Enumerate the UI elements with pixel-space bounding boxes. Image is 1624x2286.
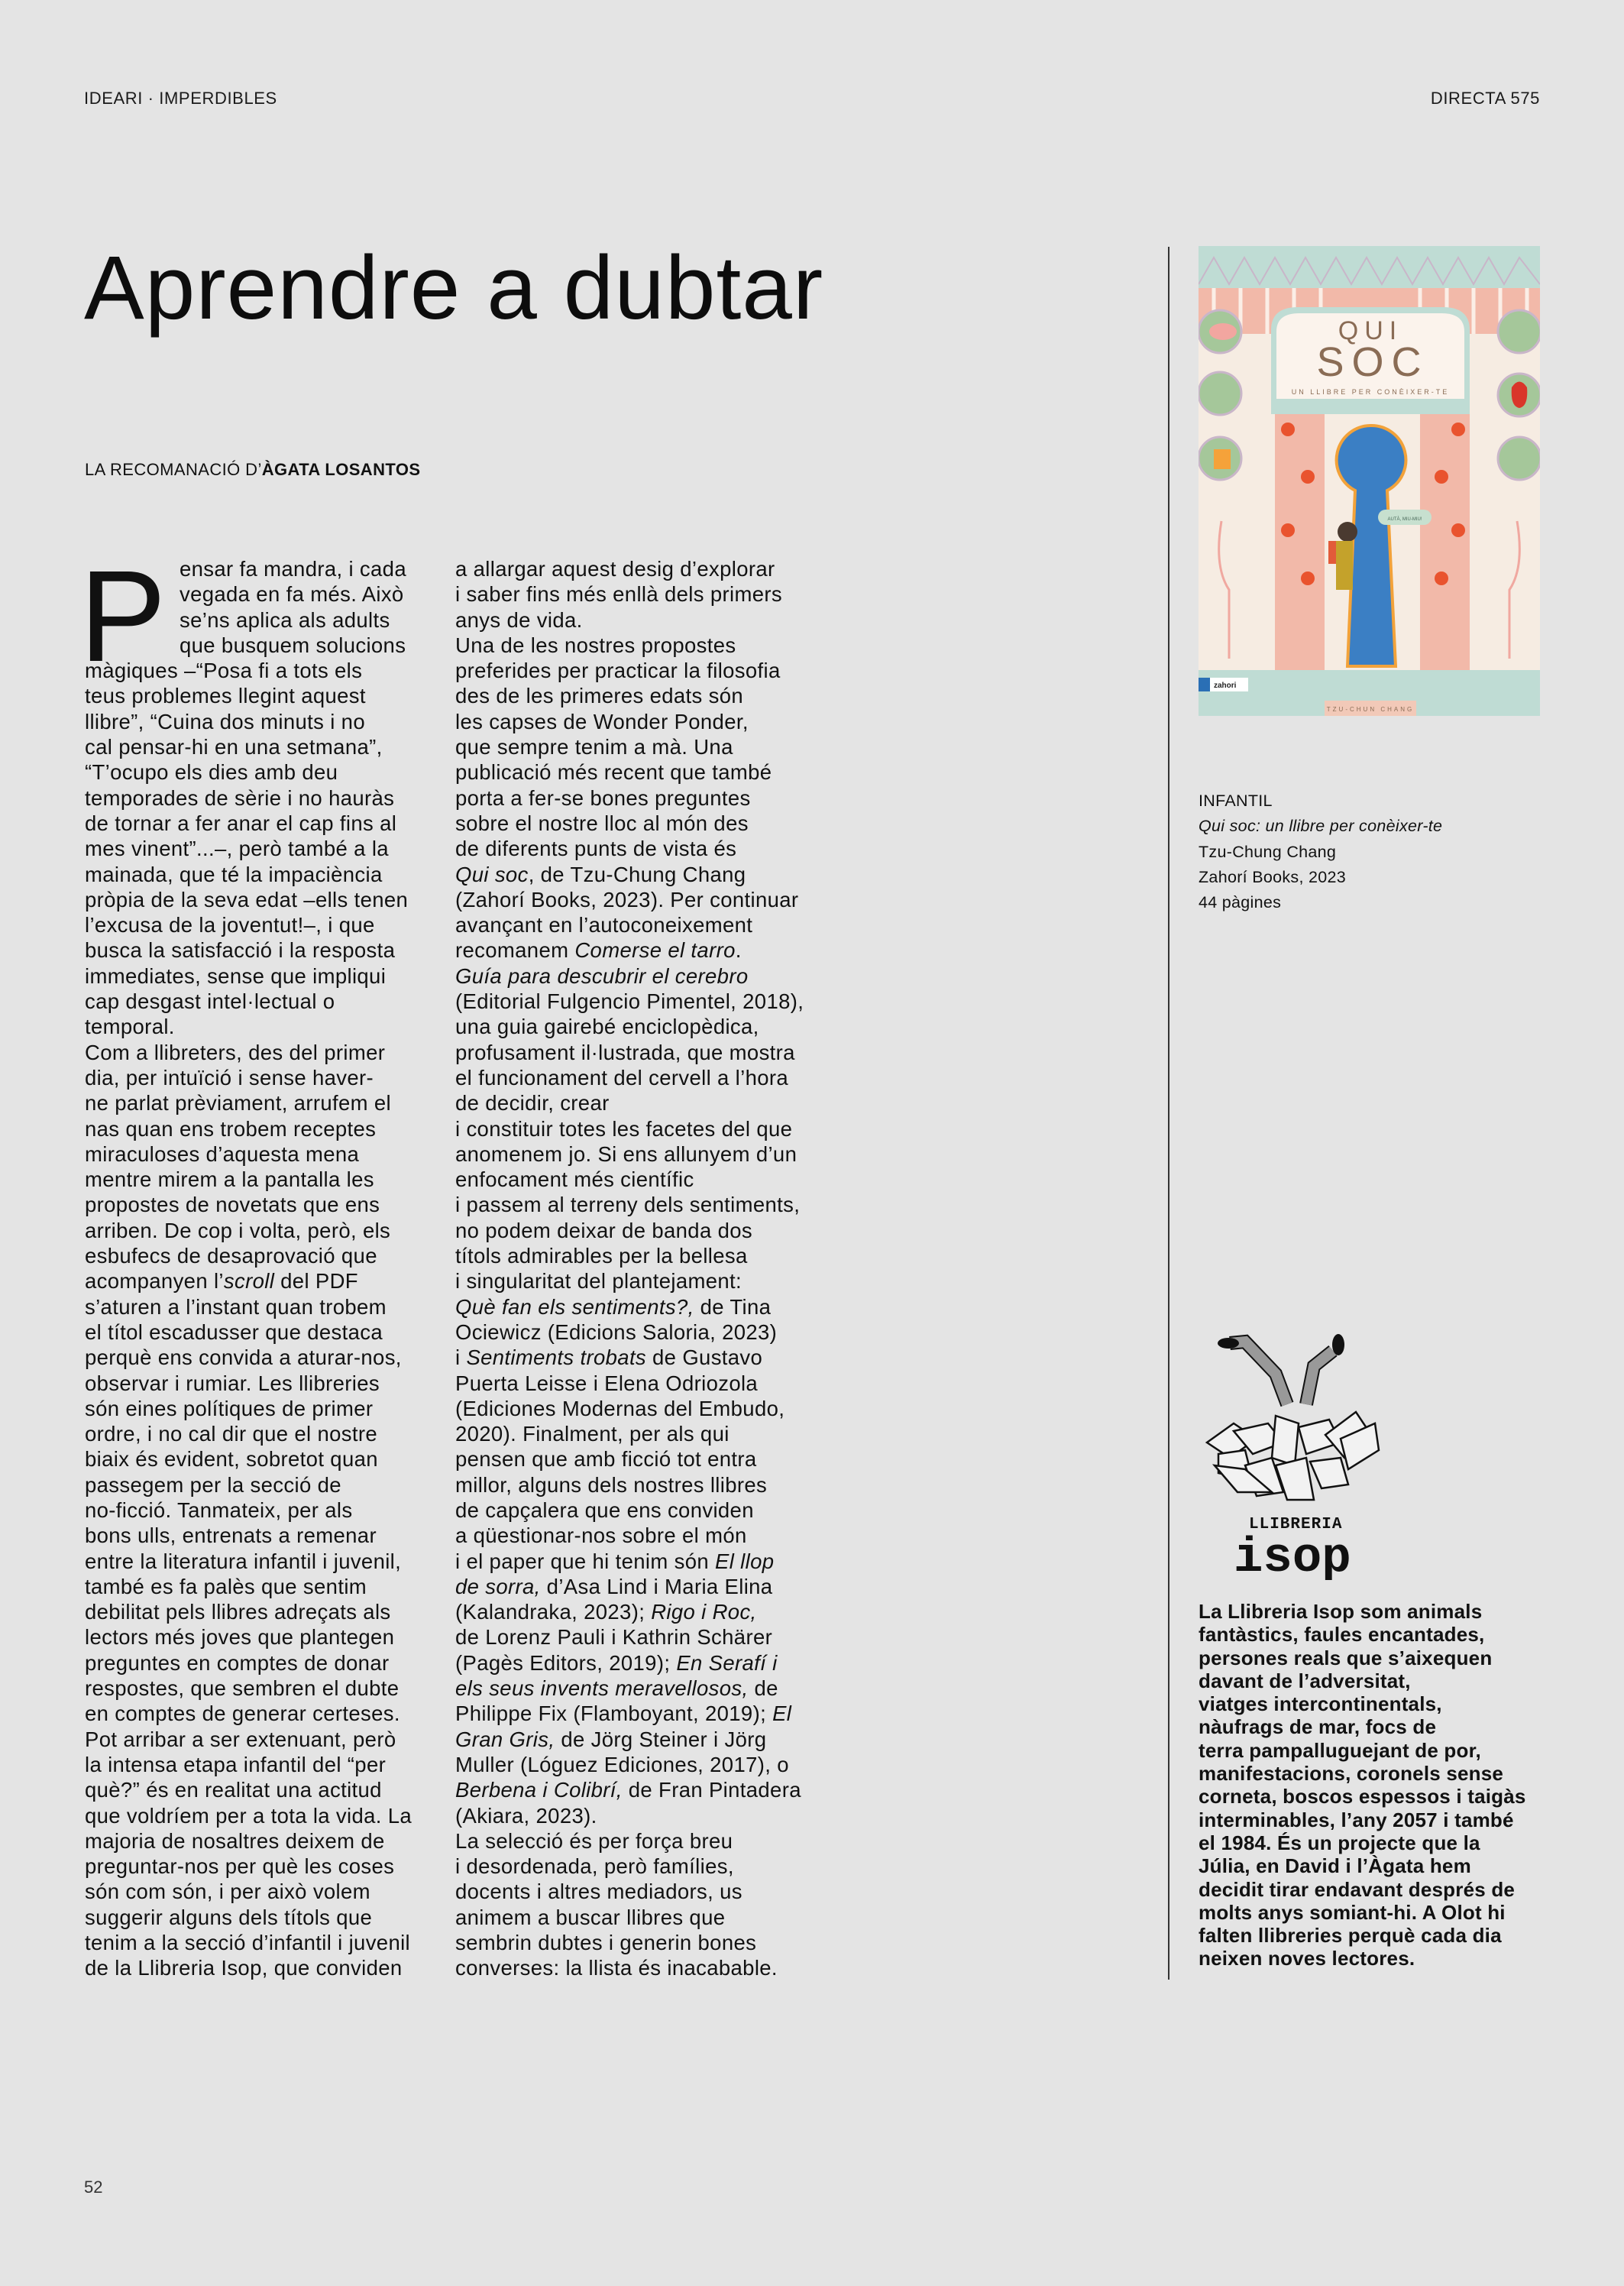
body-line [85,1396,412,1421]
body-line [455,989,804,1014]
body-line [455,1549,804,1574]
text-run: el títol escadusser que destaca [85,1319,383,1344]
italic-title: de sorra, [455,1574,541,1598]
about-line: nàufrags de mar, focs de [1199,1715,1437,1739]
body-line [85,1624,412,1650]
text-run: de Jörg Steiner i Jörg [555,1727,767,1751]
text-run: de decidir, crear [455,1091,610,1115]
about-line: manifestacions, coronels sense [1199,1762,1504,1786]
text-run: de Gustavo [646,1345,763,1370]
about-line: interminables, l’any 2057 i també [1199,1808,1514,1831]
text-run: miraculoses d’aquesta mena [85,1141,360,1166]
body-line [455,1116,804,1141]
text-run: no-ficció. Tanmateix, per als [85,1498,353,1522]
text-run: Pot arribar a ser extenuant, però [85,1727,396,1751]
text-run: s’aturen a l’instant quan trobem [85,1294,387,1319]
text-run: La selecció és per força breu [455,1828,733,1853]
italic-title: Qui soc [455,862,529,886]
body-line [85,1218,412,1243]
text-run: converses: la llista és inacabable. [455,1956,778,1980]
text-run: vegada en fa més. Això [180,582,404,607]
body-line [85,1574,412,1599]
text-run: debilitat pels llibres adreçats als [85,1600,391,1624]
body-line [85,556,412,581]
body-line [85,1599,412,1624]
body-line [455,581,804,607]
body-line [455,1777,804,1802]
about-line: viatges intercontinentals, [1199,1692,1442,1716]
logo-isop: isop [1234,1531,1351,1580]
text-run: propostes de novetats que ens [85,1193,380,1217]
book-pages: 44 pàgines [1199,893,1282,912]
text-run: de Tina [694,1294,772,1319]
italic-title: els seus invents meravellosos, [455,1676,749,1701]
body-line [85,1498,412,1523]
text-run: enfocament més científic [455,1167,694,1192]
text-run: (Pagès Editors, 2019); [455,1650,677,1675]
body-line [85,1294,412,1319]
body-line [455,1472,804,1498]
text-run: , de Tzu-Chung Chang [528,862,746,886]
body-line [455,1243,804,1268]
text-run: mes vinent”...–, però també a la [85,837,389,861]
italic-title: Gran Gris, [455,1727,555,1751]
text-run: i passem al terreny dels sentiments, [455,1193,801,1217]
cover-subtitle: UN LLIBRE PER CONÈIXER-TE [1291,388,1450,396]
about-line: terra pampalluguejant de por, [1199,1738,1481,1762]
text-run: també es fa palès que sentim [85,1574,367,1598]
body-line [85,1472,412,1498]
body-line [85,1421,412,1446]
byline-author: ÀGATA LOSANTOS [261,460,421,479]
book-cover-image [1199,246,1540,716]
text-run: observar i rumiar. Les llibreries [85,1371,380,1395]
body-line [85,1828,412,1854]
italic-title: En Serafí i [676,1650,778,1675]
text-run: pròpia de la seva edat –ells tenen [85,887,409,911]
issue-label: DIRECTA 575 [1430,89,1540,108]
body-line [85,1955,412,1980]
body-line [85,1116,412,1141]
vertical-divider [1168,247,1169,1980]
body-line [455,887,804,912]
text-run: de tornar a fer anar el cap fins al [85,811,397,835]
text-run: mentre mirem a la pantalla les [85,1167,374,1192]
byline [85,460,420,480]
body-line [455,1446,804,1472]
text-run: del PDF [274,1269,358,1294]
text-run: anomenem jo. Si ens allunyem d’un [455,1141,797,1166]
text-run: anys de vida. [455,607,583,632]
text-run: passegem per la secció de [85,1472,341,1497]
logo-llibreria: LLIBRERIA [1249,1516,1343,1533]
text-run: a qüestionar-nos sobre el món [455,1523,747,1548]
text-run: són eines polítiques de primer [85,1396,374,1420]
body-line [85,989,412,1014]
body-line [85,1268,412,1294]
text-run: bons ulls, entrenats a remenar [85,1523,377,1548]
text-run: Ociewicz (Edicions Saloria, 2023) [455,1319,778,1344]
body-line [85,1446,412,1472]
body-line [85,1930,412,1955]
text-run: què?” és en realitat una actitud [85,1778,382,1802]
body-line [455,607,804,633]
text-run: publicació més recent que també [455,760,772,785]
text-run: lectors més joves que plantegen [85,1625,395,1650]
about-line: La Llibreria Isop som animals [1199,1600,1483,1623]
body-line [85,1650,412,1676]
italic-title: scroll [223,1269,275,1294]
body-line [455,1523,804,1548]
body-line [85,607,412,633]
about-line: el 1984. És un projecte que la [1199,1831,1480,1854]
text-run: (Kalandraka, 2023); [455,1600,652,1624]
body-line [455,734,804,759]
body-line [85,1803,412,1828]
body-line [85,811,412,836]
cover-speech-bubble: AUTÀ, MIU-MIU! [1387,517,1422,522]
body-line [85,1676,412,1701]
italic-title: Què fan els sentiments?, [455,1294,694,1319]
body-line [455,658,804,683]
text-run: (Zahorí Books, 2023). Per continuar [455,887,799,911]
article-title: Aprendre a dubtar [84,238,824,338]
body-line [85,1167,412,1192]
text-run: les capses de Wonder Ponder, [455,709,749,733]
text-run: que busquem solucions [180,633,406,657]
body-line [455,1345,804,1370]
body-line [455,1955,804,1980]
body-line [85,1090,412,1115]
body-line [85,633,412,658]
text-run: respostes, que sembren el dubte [85,1676,400,1701]
text-run: temporades de sèrie i no hauràs [85,785,395,810]
body-line [455,1294,804,1319]
text-run: de diferents punts de vista és [455,837,737,861]
body-line [85,1065,412,1090]
body-line [455,1650,804,1676]
cover-author: TZU-CHUN CHANG [1326,706,1415,713]
about-line: Júlia, en David i l’Àgata hem [1199,1854,1471,1878]
text-run: profusament il·lustrada, que mostra [455,1040,795,1064]
body-line [85,1854,412,1879]
body-line [455,1828,804,1854]
body-line [455,759,804,785]
book-title: Qui soc: un llibre per conèixer-te [1199,817,1443,836]
body-line [455,1727,804,1752]
body-line [455,1396,804,1421]
text-run: són com són, i per això volem [85,1880,370,1904]
book-info [1199,788,1442,915]
text-run: que voldríem per a tota la vida. La [85,1803,412,1828]
body-line [455,1599,804,1624]
text-run: a allargar aquest desig d’explorar [455,557,775,581]
text-run: Una de les nostres propostes [455,633,736,657]
body-line [455,1752,804,1777]
text-run: “T’ocupo els dies amb deu [85,760,338,785]
body-column-1 [85,556,412,1981]
body-line [85,1777,412,1802]
text-run: no podem deixar de banda dos [455,1218,752,1242]
text-run: d’Asa Lind i Maria Elina [540,1574,773,1598]
body-line [455,1803,804,1828]
page-number: 52 [84,2178,103,2197]
text-run: Muller (Lóguez Ediciones, 2017), o [455,1752,789,1776]
text-run: el funcionament del cervell a l’hora [455,1065,789,1090]
body-line [85,937,412,963]
body-line [455,912,804,937]
text-run: de capçalera que ens conviden [455,1498,754,1522]
body-line [85,1905,412,1930]
body-line [455,1854,804,1879]
body-line [85,581,412,607]
section-label: IDEARI · IMPERDIBLES [84,89,277,108]
text-run: suggerir alguns dels títols que [85,1905,373,1929]
text-run: i el paper que hi tenim són [455,1549,716,1573]
text-run: preguntes en comptes de donar [85,1650,390,1675]
text-run: Puerta Leisse i Elena Odriozola [455,1371,759,1395]
body-line [455,633,804,658]
text-run: 2020). Finalment, per als qui [455,1422,730,1446]
text-run: temporal. [85,1015,175,1039]
about-line: persones reals que s’aixequen [1199,1646,1493,1669]
text-run: en comptes de generar certeses. [85,1702,400,1726]
italic-title: Comerse el tarro [574,938,736,963]
text-run: de Lorenz Pauli i Kathrin Schärer [455,1625,773,1650]
text-run: ne parlat prèviament, arrufem el [85,1091,391,1115]
text-run: llibre”, “Cuina dos minuts i no [85,709,365,733]
text-run: arriben. De cop i volta, però, els [85,1218,391,1242]
body-line [85,912,412,937]
body-line [455,683,804,708]
body-line [455,811,804,836]
text-run: recomanem [455,938,575,963]
body-line [455,556,804,581]
text-run: de Fran Pintadera [622,1778,801,1802]
book-publisher: Zahorí Books, 2023 [1199,867,1347,886]
text-run: preguntar-nos per què les coses [85,1854,395,1879]
body-line [85,1192,412,1217]
body-line [85,1879,412,1904]
body-line [455,1014,804,1039]
text-run: Philippe Fix (Flamboyant, 2019); [455,1702,773,1726]
text-run: mainada, que té la impaciència [85,862,383,886]
body-line [85,734,412,759]
body-line [85,1371,412,1396]
byline-prefix: LA RECOMANACIÓ D’ [85,460,262,479]
body-line [455,1676,804,1701]
text-run: millor, alguns dels nostres llibres [455,1472,768,1497]
body-line [455,1498,804,1523]
about-line: neixen noves lectores. [1199,1947,1415,1970]
body-line [455,709,804,734]
text-run: biaix és evident, sobretot quan [85,1447,378,1472]
body-line [85,1141,412,1167]
body-line [455,1218,804,1243]
body-line [455,1192,804,1217]
text-run: immediates, sense que impliqui [85,963,387,988]
body-line [455,862,804,887]
text-run: de [748,1676,778,1701]
bookshop-about [1199,1600,1526,1970]
text-run: porta a fer-se bones preguntes [455,785,751,810]
body-line [455,1624,804,1650]
body-line [455,1065,804,1090]
italic-title: Sentiments trobats [466,1345,647,1370]
body-line [85,1319,412,1345]
body-line [85,1727,412,1752]
body-line [455,1930,804,1955]
body-line [455,1268,804,1294]
body-line [455,1905,804,1930]
text-run: . [735,938,742,963]
text-run: se’ns aplica als adults [180,607,390,632]
book-category: INFANTIL [1199,792,1273,810]
italic-title: Guía para descubrir el cerebro [455,963,749,988]
text-run: l’excusa de la joventut!–, i que [85,913,375,937]
text-run: busca la satisfacció i la resposta [85,938,396,963]
body-line [455,785,804,811]
body-line [85,1549,412,1574]
text-run: sembrin dubtes i generin bones [455,1931,757,1955]
about-line: decidit tirar endavant després de [1199,1877,1516,1901]
body-line [455,937,804,963]
text-run: títols admirables per la bellesa [455,1244,748,1268]
text-run: avançant en l’autoconeixement [455,913,753,937]
text-run: perquè ens convida a aturar-nos, [85,1345,402,1370]
body-line [455,1701,804,1726]
italic-title: Berbena i Colibrí, [455,1778,623,1802]
text-run: la intensa etapa infantil del “per [85,1752,387,1776]
italic-title: El [772,1702,792,1726]
text-run: preferides per practicar la filosofia [455,659,781,683]
body-line [85,658,412,683]
text-run: des de les primeres edats són [455,684,744,708]
about-line: fantàstics, faules encantades, [1199,1623,1485,1647]
body-line [85,963,412,989]
about-line: davant de l’adversitat, [1199,1669,1411,1692]
about-line: falten llibreries perquè cada dia [1199,1924,1502,1948]
book-author: Tzu-Chung Chang [1199,842,1337,861]
text-run: animem a buscar llibres que [455,1905,726,1929]
body-column-2 [455,556,804,1981]
text-run: entre la literatura infantil i juvenil, [85,1549,402,1573]
body-line [85,785,412,811]
drop-cap: P [79,544,167,689]
text-run: (Akiara, 2023). [455,1803,597,1828]
body-line [455,1319,804,1345]
text-run: sobre el nostre lloc al món des [455,811,749,835]
body-line [455,1574,804,1599]
text-run: i [455,1345,467,1370]
text-run: ordre, i no cal dir que el nostre [85,1422,378,1446]
body-line [85,836,412,861]
cover-title-top: QUI [1338,316,1403,345]
text-run: i saber fins més enllà dels primers [455,582,782,607]
italic-title: Rigo i Roc, [651,1600,757,1624]
text-run: Com a llibreters, des del primer [85,1040,386,1064]
body-line [85,1040,412,1065]
body-line [85,1752,412,1777]
about-line: molts anys somiant-hi. A Olot hi [1199,1900,1506,1924]
body-line [85,1701,412,1726]
text-run: majoria de nosaltres deixem de [85,1828,385,1853]
body-line [85,1243,412,1268]
cover-title-main: SOC [1316,339,1429,385]
body-line [85,1523,412,1548]
body-line [85,887,412,912]
text-run: (Ediciones Modernas del Embudo, [455,1396,785,1420]
cover-publisher-logo: zahori [1214,682,1237,690]
body-line [455,963,804,989]
text-run: ensar fa mandra, i cada [180,557,406,581]
body-line [85,862,412,887]
body-line [85,1345,412,1370]
body-line [455,1421,804,1446]
body-line [455,836,804,861]
text-run: teus problemes llegint aquest [85,684,366,708]
falling-person-illustration [1207,1334,1379,1500]
text-run: esbufecs de desaprovació que [85,1244,377,1268]
text-run: docents i altres mediadors, us [455,1880,742,1904]
body-line [455,1040,804,1065]
body-line [85,683,412,708]
body-line [85,1014,412,1039]
text-run: nas quan ens trobem receptes [85,1116,377,1141]
text-run: una guia gairebé enciclopèdica, [455,1015,759,1039]
body-line [455,1371,804,1396]
text-run: tenim a la secció d’infantil i juvenil [85,1931,411,1955]
about-line: corneta, boscos espessos i taigàs [1199,1785,1526,1808]
text-run: màgiques –“Posa fi a tots els [85,659,363,683]
body-line [455,1090,804,1115]
text-run: cap desgast intel·lectual o [85,989,335,1014]
text-run: i singularitat del plantejament: [455,1269,742,1294]
text-run: i desordenada, però famílies, [455,1854,734,1879]
bookshop-logo [1199,1328,1390,1580]
body-line [85,759,412,785]
body-line [455,1879,804,1904]
text-run: dia, per intuïció i sense haver- [85,1065,374,1090]
body-line [455,1167,804,1192]
text-run: que sempre tenim a mà. Una [455,735,733,759]
italic-title: El llop [715,1549,775,1573]
text-run: (Editorial Fulgencio Pimentel, 2018), [455,989,804,1014]
body-line [455,1141,804,1167]
text-run: pensen que amb ficció tot entra [455,1447,757,1472]
text-run: cal pensar-hi en una setmana”, [85,735,383,759]
text-run: i constituir totes les facetes del que [455,1116,793,1141]
text-run: acompanyen l’ [85,1269,224,1294]
text-run: de la Llibreria Isop, que conviden [85,1956,403,1980]
body-line [85,709,412,734]
